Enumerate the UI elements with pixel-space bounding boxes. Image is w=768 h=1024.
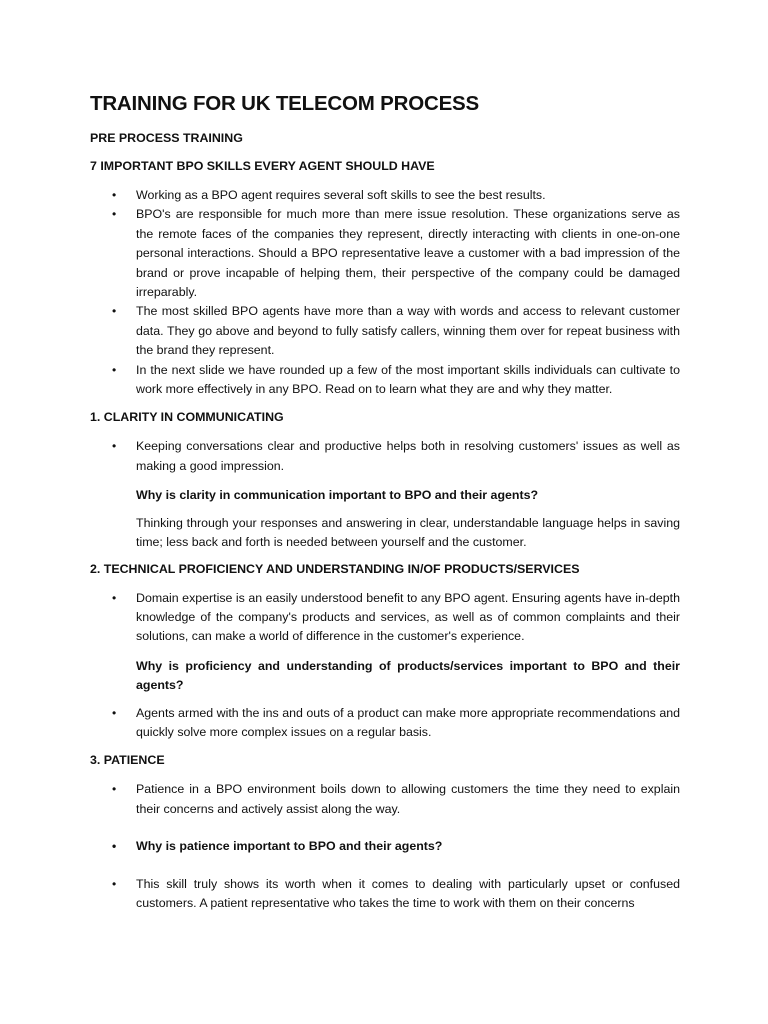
section2-bullet-list — [90, 589, 680, 647]
list-item-text: This skill truly shows its worth when it comes to dealing with particularly upset or confused customers. A patient representative who takes the time to work with them on their concerns — [136, 876, 680, 910]
section1-bullet-list — [90, 437, 680, 476]
list-item — [90, 205, 680, 302]
list-item-text: Keeping conversations clear and productive helps both in resolving customers' issues as well as making a good impression. — [136, 439, 680, 473]
bullet-icon: • — [112, 207, 117, 222]
document-title: TRAINING FOR UK TELECOM PROCESS — [90, 92, 480, 115]
section3-bullet-list-2 — [90, 875, 680, 914]
list-item — [90, 837, 680, 856]
list-item — [90, 704, 680, 743]
list-item — [90, 361, 680, 400]
section1-answer: Thinking through your responses and answering in clear, understandable language helps in saving time; less back and forth is needed between yourself and the customer. — [136, 515, 680, 550]
list-item — [90, 437, 680, 476]
list-item-text: Agents armed with the ins and outs of a product can make more appropriate recommendations and quickly solve more complex issues on a regular basis. — [136, 705, 680, 739]
list-item — [90, 589, 680, 647]
bullet-icon: • — [112, 590, 117, 605]
section2-question: Why is proficiency and understanding of products/services important to BPO and their agents? — [136, 658, 680, 693]
list-item-text: Working as a BPO agent requires several soft skills to see the best results. — [136, 188, 546, 202]
list-item — [90, 302, 680, 360]
list-item-text: Domain expertise is an easily understood benefit to any BPO agent. Ensuring agents have in-depth knowledge of the company's products and services, as well as of common complaints and their solutions, can make a world of difference in the customer's experience. — [136, 590, 680, 644]
section3-heading: 3. PATIENCE — [90, 753, 165, 768]
section1-question: Why is clarity in communication important to BPO and their agents? — [136, 488, 539, 503]
list-item-text: In the next slide we have rounded up a few of the most important skills individuals can cultivate to work more effectively in any BPO. Read on to learn what they are and why they matter. — [136, 362, 680, 397]
list-item — [90, 780, 680, 819]
list-item — [90, 875, 680, 914]
section2-bullet-list-2 — [90, 704, 680, 743]
list-item-text: BPO's are responsible for much more than mere issue resolution. These organizations serve as the remote faces of the companies they represent, directly interacting with clients in one-on-one personal interactions. Should a BPO representative leave a customer with a bad impression of the brand or prove incapable of helping them, their perspective of the company could be damaged irreparably. — [136, 207, 680, 300]
intro-heading: 7 IMPORTANT BPO SKILLS EVERY AGENT SHOULD HAVE — [90, 159, 435, 173]
subtitle-heading: PRE PROCESS TRAINING — [90, 131, 243, 145]
list-item — [90, 186, 680, 205]
bullet-icon: • — [112, 439, 117, 454]
section3-question: Why is patience important to BPO and their agents? — [136, 839, 443, 854]
section1-heading: 1. CLARITY IN COMMUNICATING — [90, 410, 284, 425]
list-item-text: The most skilled BPO agents have more than a way with words and access to relevant customer data. They go above and beyond to fully satisfy callers, winning them over for repeat business with the brand they represent. — [136, 304, 680, 358]
section3-question-list — [90, 837, 680, 856]
section2-heading: 2. TECHNICAL PROFICIENCY AND UNDERSTANDING IN/OF PRODUCTS/SERVICES — [90, 561, 580, 576]
bullet-icon: • — [112, 782, 117, 797]
bullet-icon: • — [112, 839, 117, 854]
bullet-icon: • — [112, 304, 117, 319]
intro-bullet-list — [90, 186, 680, 399]
bullet-icon: • — [112, 876, 117, 891]
bullet-icon: • — [112, 705, 117, 720]
section3-bullet-list — [90, 780, 680, 819]
document-page — [90, 92, 680, 923]
bullet-icon: • — [112, 362, 117, 377]
bullet-icon: • — [112, 188, 117, 202]
list-item-text: Patience in a BPO environment boils down to allowing customers the time they need to explain their concerns and actively assist along the way. — [136, 782, 680, 816]
